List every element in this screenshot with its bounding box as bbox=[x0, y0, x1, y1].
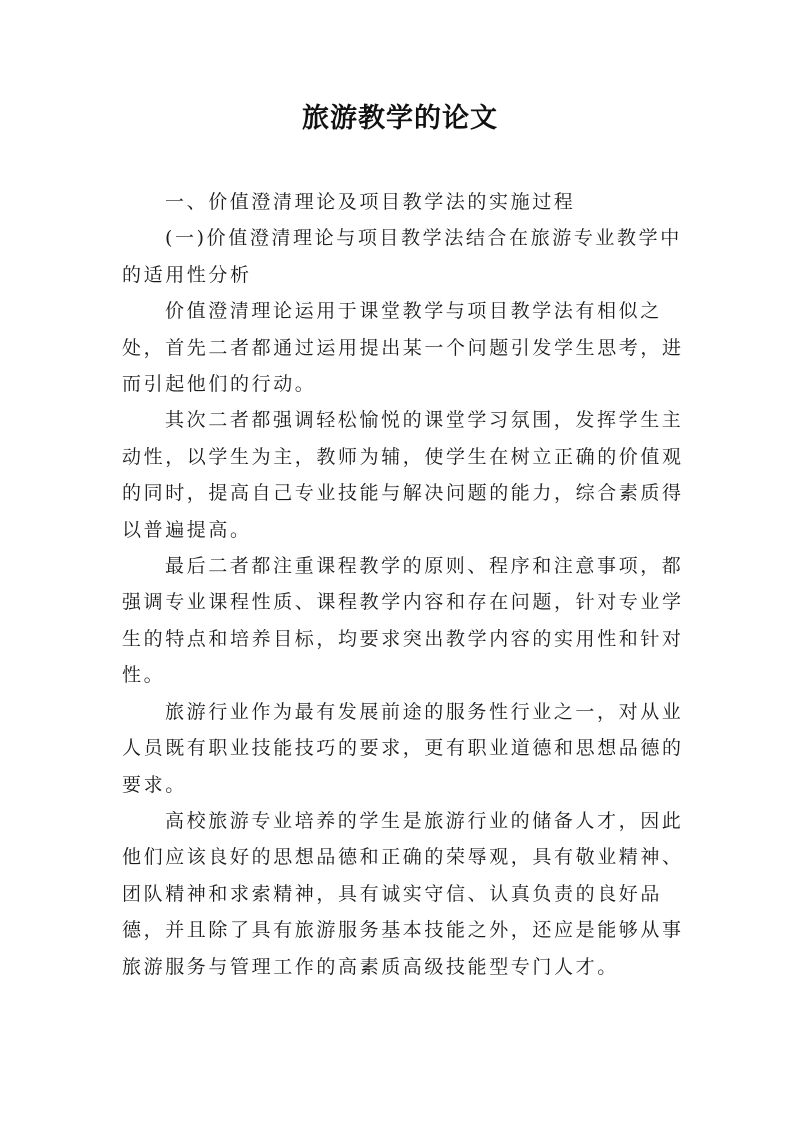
paragraph: 其次二者都强调轻松愉悦的课堂学习氛围，发挥学生主动性，以学生为主，教师为辅，使学生在树立正确的价值观的同时，提高自己专业技能与解决问题的能力，综合素质得以普遍提高。 bbox=[122, 409, 684, 541]
paragraph: 最后二者都注重课程教学的原则、程序和注意事项，都强调专业课程性质、课程教学内容和存在问题，针对专业学生的特点和培养目标，均要求突出教学内容的实用性和针对性。 bbox=[122, 555, 684, 687]
document-body bbox=[122, 184, 684, 985]
page-title: 旅游教学的论文 bbox=[302, 103, 498, 134]
section-heading: 一、价值澄清理论及项目教学法的实施过程 bbox=[165, 191, 576, 213]
paragraph: 旅游行业作为最有发展前途的服务性行业之一，对从业人员既有职业技能技巧的要求，更有职业道德和思想品德的要求。 bbox=[122, 700, 684, 796]
paragraph: 价值澄清理论运用于课堂教学与项目教学法有相似之处，首先二者都通过运用提出某一个问题引发学生思考，进而引起他们的行动。 bbox=[122, 300, 684, 396]
subsection-heading: (一)价值澄清理论与项目教学法结合在旅游专业教学中的适用性分析 bbox=[122, 227, 682, 286]
paragraph: 高校旅游专业培养的学生是旅游行业的储备人才，因此他们应该良好的思想品德和正确的荣辱观，具有敬业精神、团队精神和求索精神，具有诚实守信、认真负责的良好品德，并且除了具有旅游服务基本技能之外，还应是能够从事旅游服务与管理工作的高素质高级技能型专门人才。 bbox=[122, 809, 684, 978]
